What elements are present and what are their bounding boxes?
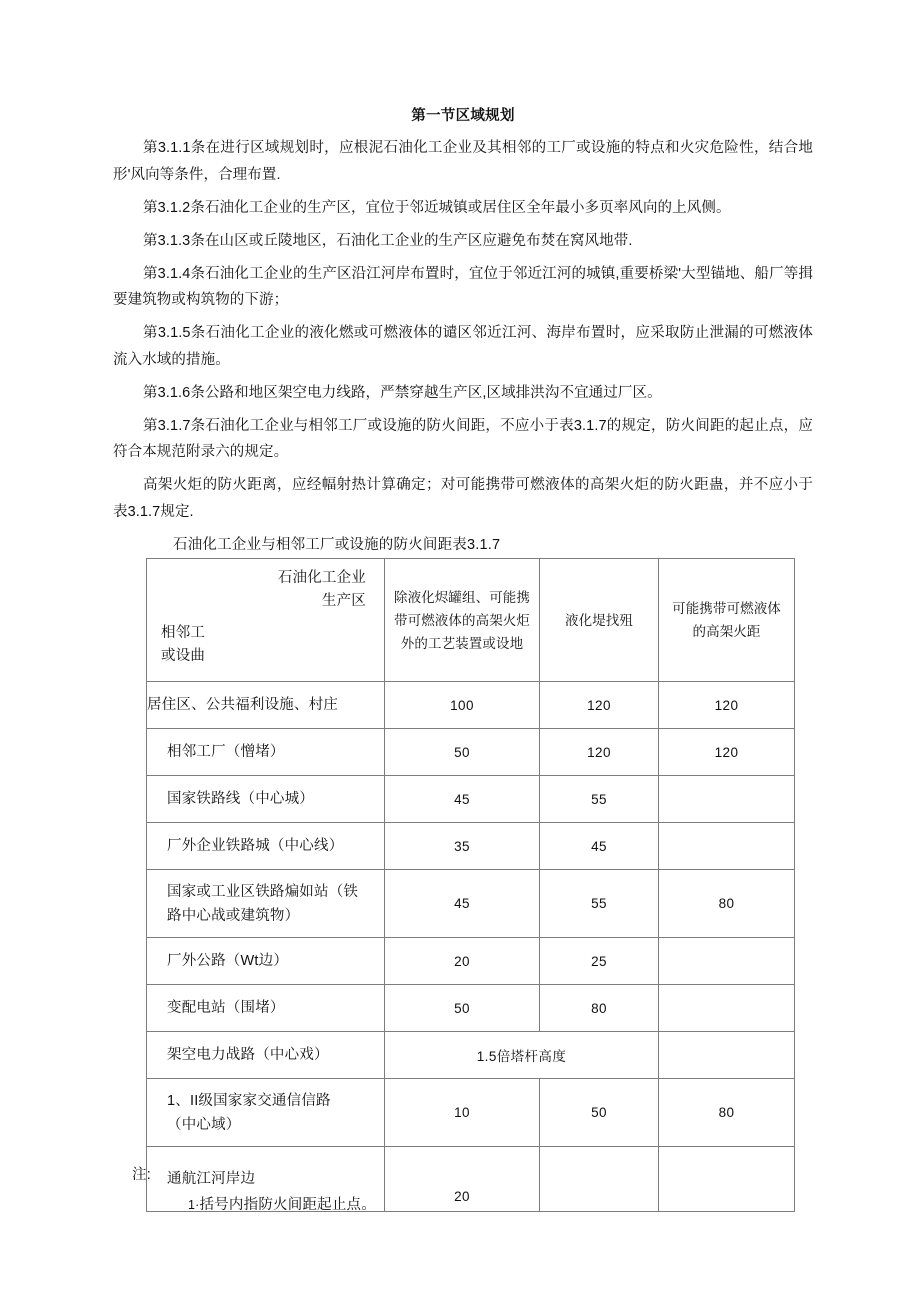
row-label: 相邻工厂（憎堵） [147, 729, 385, 776]
notes-section [132, 1162, 792, 1218]
notes-heading: 注: [132, 1167, 151, 1183]
row-value: 80 [659, 1079, 795, 1147]
row-value: 55 [540, 776, 659, 823]
row-value: 25 [540, 938, 659, 985]
row-value: 80 [659, 870, 795, 938]
paragraph-3-1-7: 第3.1.7条石油化工企业与相邻工厂或设施的防火间距，不应小于表3.1.7的规定，防火间距的起止点，应符合本规范附录六的规定。 [113, 417, 813, 460]
note-number: 1· [188, 1198, 200, 1212]
row-value: 50 [540, 1079, 659, 1147]
row-value: 45 [540, 823, 659, 870]
row-label [147, 1079, 385, 1147]
note-item [132, 1192, 792, 1218]
row-label: 变配电站（围堵） [147, 985, 385, 1032]
section-title: 第一节区域规划 [411, 108, 515, 124]
table-row [147, 870, 795, 938]
paragraph-3-1-4: 第3.1.4条石油化工企业的生产区沿江河岸布置时，宜位于邻近江河的城镇,重要桥梁'大型锚地、船厂等揖要建筑物或构筑物的下游； [113, 265, 813, 308]
row-value: 50 [385, 985, 540, 1032]
row-label-line: （中心域） [167, 1116, 241, 1133]
row-value: 120 [540, 682, 659, 729]
row-value: 20 [385, 1147, 540, 1212]
row-label: 居住区、公共福利设施、村庄 [147, 682, 385, 729]
note-text: 括号内指防火间距起止点。 [199, 1197, 376, 1213]
row-label [147, 870, 385, 938]
corner-header-topright-line2: 生产区 [321, 593, 366, 609]
corner-header-topright-line1: 石油化工企业 [277, 570, 366, 586]
column-header-flare-stack [659, 559, 795, 682]
table-header-row [147, 559, 795, 682]
table-caption: 石油化工企业与相邻工厂或设施的防火间距表3.1.7 [173, 536, 501, 553]
table-row [147, 938, 795, 985]
table-row [147, 1032, 795, 1079]
row-value: 50 [385, 729, 540, 776]
column-header-line: 外的工艺装置或设地 [400, 635, 524, 651]
row-value: 35 [385, 823, 540, 870]
column-header-line: 除液化烬罐组、可能携 [394, 589, 530, 605]
row-value [659, 938, 795, 985]
table-row [147, 776, 795, 823]
corner-header-bottomleft-line1: 相邻工 [161, 625, 206, 641]
row-label: 架空电力战路（中心戏） [147, 1032, 385, 1079]
document-body [113, 104, 813, 568]
row-value: 100 [385, 682, 540, 729]
corner-header-bottomleft-line2: 或设曲 [161, 648, 206, 664]
table-row [147, 985, 795, 1032]
paragraph-3-1-6: 第3.1.6条公路和地区架空电力线路，严禁穿越生产区,区域排洪沟不宜通过厂区。 [143, 384, 662, 401]
row-label: 通航江河岸边 [147, 1147, 385, 1212]
row-value: 120 [659, 682, 795, 729]
column-header-line: 带可燃液体的高架火炬 [394, 612, 530, 628]
row-value: 120 [659, 729, 795, 776]
row-label: 国家铁路线（中心城） [147, 776, 385, 823]
row-label-line: 1、II级国家家交通信信路 [167, 1092, 331, 1109]
table-row [147, 729, 795, 776]
column-header-process-units [385, 559, 540, 682]
row-value: 80 [540, 985, 659, 1032]
row-value [659, 1032, 795, 1079]
table-row [147, 823, 795, 870]
row-value: 45 [385, 776, 540, 823]
row-label-line: 路中心战或建筑物） [167, 907, 300, 924]
column-header-line: 液化堤找殂 [565, 612, 633, 628]
fire-distance-table [146, 558, 795, 1212]
paragraph-3-1-1: 第3.1.1条在进行区域规划时，应根泥石油化工企业及其相邻的工厂或设施的特点和火灾危险性，结合地形'风向等条件，合理布置. [113, 140, 813, 183]
table-row [147, 682, 795, 729]
row-label: 厂外企业铁路城（中心线） [147, 823, 385, 870]
row-value: 20 [385, 938, 540, 985]
row-value [659, 776, 795, 823]
row-value: 45 [385, 870, 540, 938]
row-value: 55 [540, 870, 659, 938]
row-value [659, 823, 795, 870]
row-value-merged: 1.5倍塔杆高度 [385, 1032, 659, 1079]
column-header-line: 可能携带可燃液体 [672, 601, 781, 616]
paragraph-3-1-3: 第3.1.3条在山区或丘陵地区，石油化工企业的生产区应避免布焚在窝风地带. [143, 232, 633, 249]
row-value: 10 [385, 1079, 540, 1147]
column-header-line: 的高架火距 [692, 624, 761, 639]
row-value [659, 985, 795, 1032]
table-row [147, 1079, 795, 1147]
row-value: 120 [540, 729, 659, 776]
corner-header-cell [147, 559, 385, 682]
column-header-lpg-tank-farm [540, 559, 659, 682]
paragraph-3-1-5: 第3.1.5条石油化工企业的液化燃或可燃液体的谴区邻近江河、海岸布置时，应采取防止泄漏的可燃液体流入水域的措施。 [113, 325, 813, 368]
row-label-line: 国家或工业区铁路煸如站（铁 [167, 883, 359, 900]
paragraph-3-1-2: 第3.1.2条石油化工企业的生产区，宜位于邻近城镇或居住区全年最小多页率风向的上风侧。 [143, 199, 731, 216]
fire-distance-table-container [146, 558, 794, 1212]
paragraph-flare-stack: 高架火炬的防火距离，应经幅射热计算确定；对可能携带可燃液体的高架火炬的防火距蛊，并不应小于表3.1.7规定. [113, 477, 813, 520]
row-label: 厂外公路（Wt边） [147, 938, 385, 985]
